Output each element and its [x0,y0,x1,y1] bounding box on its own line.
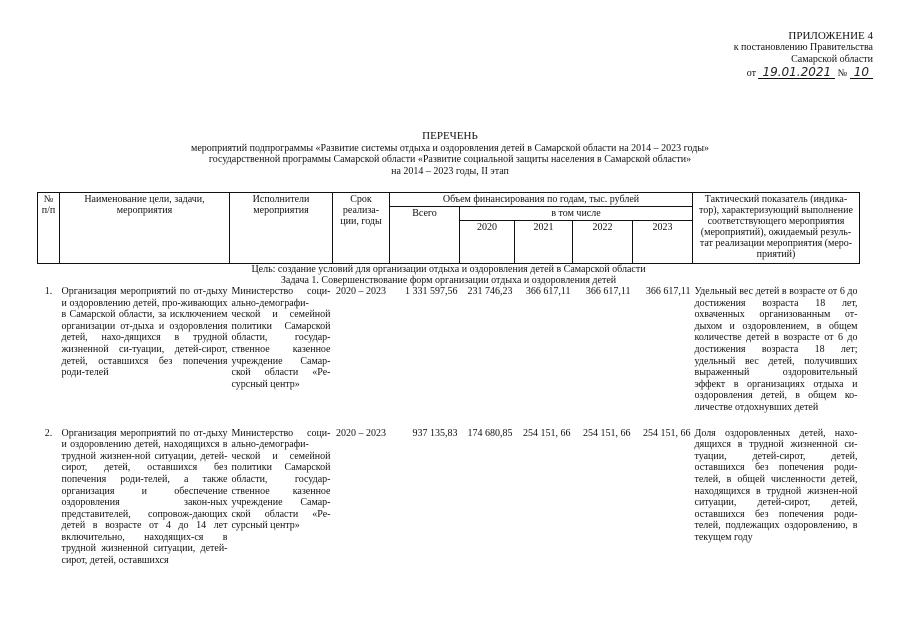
row-executor: Министерство соци-ально-демографи-ческой и семейной политики Самарской области, государ-ственное казенное учреждение Самар-ской области «Ре-сурсный центр» [231,286,331,390]
row-name: Организация мероприятий по от-дыху и оздоровлению детей, про-живающих в Самарской области, за исключением организации от-дыха и оздоровления детей, нахо-дящихся в трудной жизненной си-туации, детей-сирот, детей, оставшихся без попечения роди-телей [61,286,228,379]
header-name: Наименование цели, задачи, мероприятия [60,193,230,264]
header-executors: Исполнители мероприятия [230,193,333,264]
number-label: № [837,68,848,79]
header-funding: Объем финансирования по годам, тыс. рублей [390,193,693,207]
handwritten-date: 19.01.2021 [758,66,835,79]
table-row [38,286,860,414]
row-total: 937 135,83 [412,427,458,439]
row-2020: 231 746,23 [467,286,513,297]
row-executor: Министерство соци-ально-демографи-ческой и семейной политики Самарской области, государ-ственное казенное учреждение Самар-ской области «Ре-сурсный центр» [231,427,331,532]
header-term: Срок реализа-ции, годы [333,193,390,264]
heading-line-3: на 2014 – 2023 годы, II этап [391,165,509,177]
document-heading [120,131,780,177]
heading-line-2: государственной программы Самарской области «Развитие социальной защиты населения в Самарской области» [208,154,692,165]
heading-title: ПЕРЕЧЕНЬ [422,130,478,142]
header-indicator: Тактический показатель (индика-тор), характеризующий выполнение соответствующего мероприятия (мероприятий), ожидаемый резуль-тат реализации мероприятия (меро-приятий) [693,193,860,264]
row-name: Организация мероприятий по от-дыху и оздоровлению детей, находящихся в трудной жизнен-ной ситуации, детей-сирот, детей, оставшихся без попечения роди-телей, а также организация и обеспечение оздоровления закон-ных представителей, сопровож-дающих детей в возрасте от 4 до 14 лет включительно, находящих-ся в трудной жизненной ситуации, детей-сирот, детей, оставшихся [61,427,228,567]
appendix-title: ПРИЛОЖЕНИЕ 4 [788,30,873,42]
row-spacer [38,414,860,428]
task-row: Задача 1. Совершенствование форм организации отдыха и оздоровления детей [280,275,617,286]
goal-row: Цель: создание условий для организации отдыха и оздоровления детей в Самарской области [251,264,646,275]
appendix-date-line [708,66,873,80]
heading-line-1: мероприятий подпрограммы «Развитие системы отдыха и оздоровления детей в Самарской области на 2014 – 2023 годы» [190,142,710,154]
row-num: 2. [44,427,53,439]
header-year-2023: 2023 [633,221,693,264]
row-indicator: Удельный вес детей в возрасте от 6 до достижения возраста 18 лет, охваченных организованным от-дыхом и оздоровлением, в общем количестве детей в возрасте от 6 до достижения возраста 18 лет; удельный вес детей, получивших выраженный оздоровительный эффект в организациях отдыха и оздоровления детей, в общем ко-личестве отдохнувших детей [694,286,858,413]
row-indicator: Доля оздоровленных детей, нахо-дящихся в трудной жизненной си-туации, детей-сирот, детей, оставшихся без попечения роди-телей, в общей численности детей, находящихся в трудной жизнен-ной ситуации, детей-сирот, детей, оставшихся без попечения роди-телей, подлежащих оздоровлению, в текущем году [694,427,858,543]
appendix-line-1: к постановлению Правительства [733,42,873,53]
header-total: Всего [390,207,460,264]
row-2023: 366 617,11 [645,286,691,297]
header-year-2020: 2020 [460,221,515,264]
row-2021: 366 617,11 [525,286,571,297]
row-term: 2020 – 2023 [336,286,386,297]
measures-table [37,192,860,567]
row-2022: 254 151, 66 [583,427,631,439]
table-row [38,428,860,567]
appendix-block [708,30,873,80]
row-total: 1 331 597,56 [405,286,458,297]
row-2020: 174 680,85 [467,427,513,439]
header-including: в том числе [460,207,693,221]
row-num: 1. [44,286,53,297]
row-2022: 366 617,11 [585,286,631,297]
header-year-2022: 2022 [573,221,633,264]
row-term: 2020 – 2023 [336,427,386,439]
handwritten-number: 10 [850,66,873,79]
from-label: от [746,68,756,79]
row-2021: 254 151, 66 [523,427,571,439]
row-2023: 254 151, 66 [643,427,691,439]
appendix-line-2: Самарской области [791,54,873,65]
header-num: № п/п [38,193,60,264]
header-year-2021: 2021 [515,221,573,264]
